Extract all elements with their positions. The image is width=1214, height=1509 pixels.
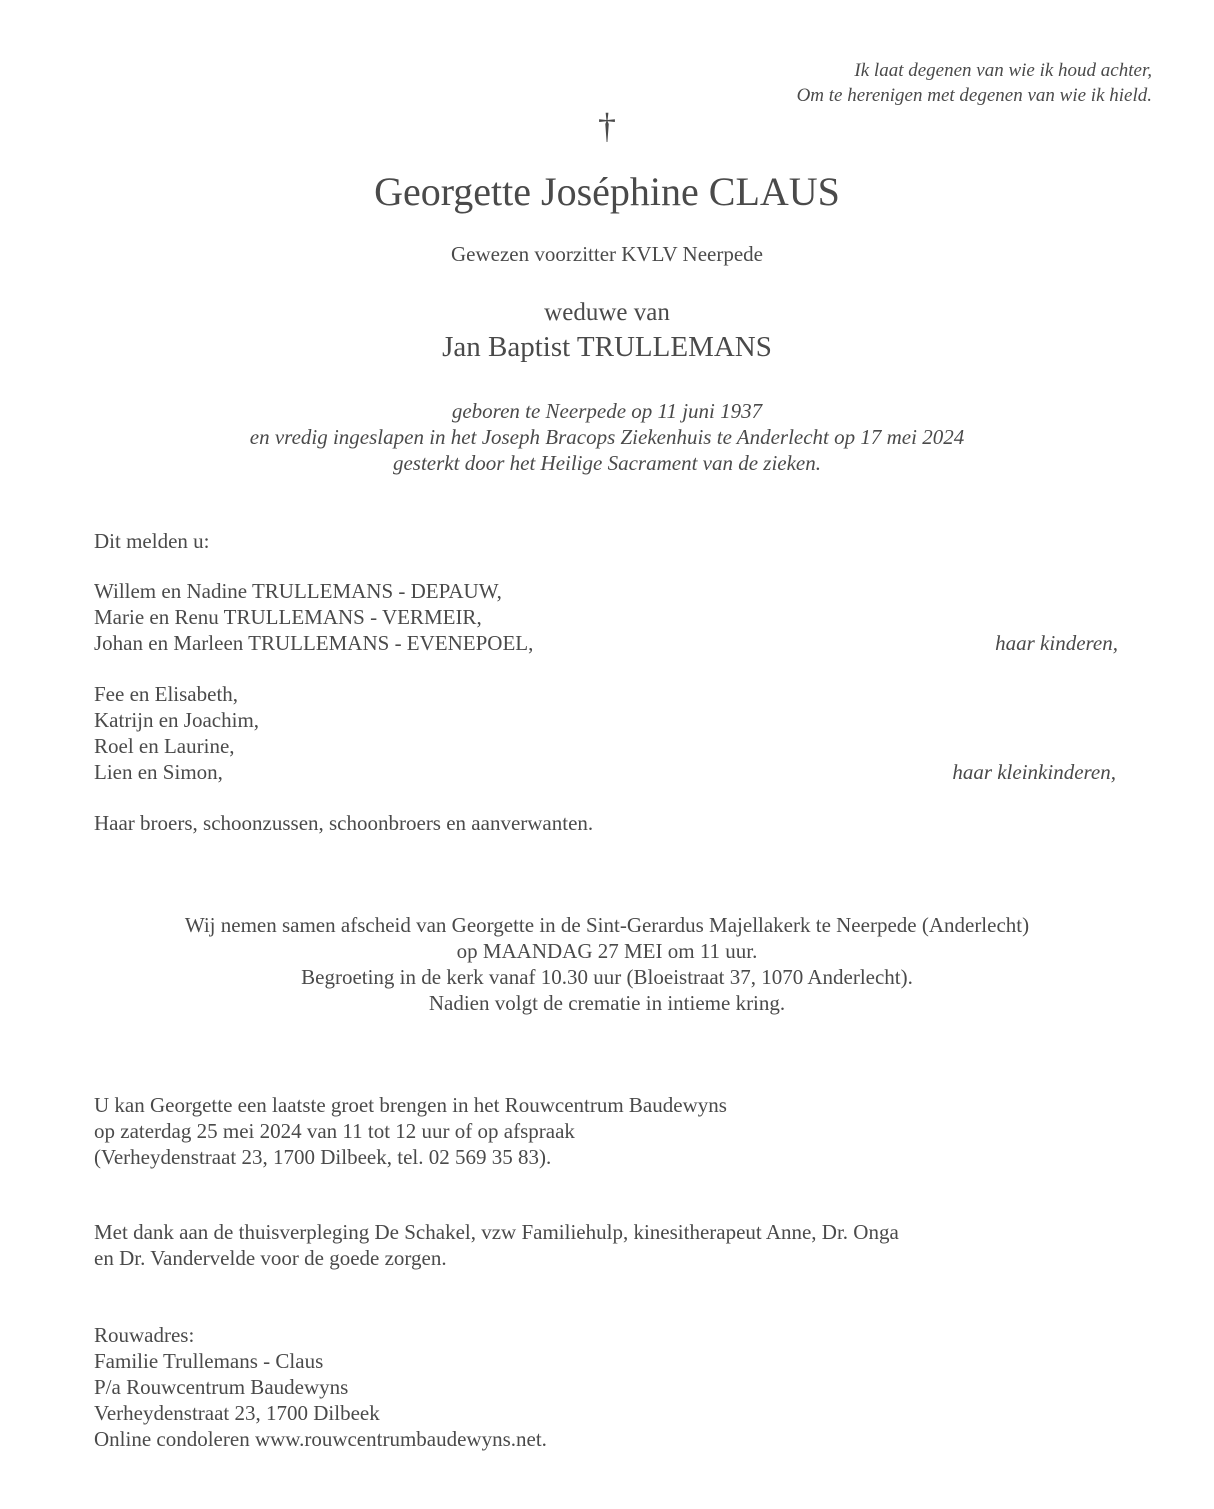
opening-quote (797, 58, 1152, 108)
child-line: Marie en Renu TRULLEMANS - VERMEIR, (94, 605, 482, 629)
ceremony-line-4: Nadien volgt de crematie in intieme kring. (428, 991, 786, 1015)
ceremony-line-2: op MAANDAG 27 MEI om 11 uur. (456, 939, 758, 963)
grandchild-line: Lien en Simon, (94, 760, 223, 784)
grandchildren-relation: haar kleinkinderen, (952, 760, 1116, 784)
grandchild-line: Roel en Laurine, (94, 734, 235, 758)
visit-line-3: (Verheydenstraat 23, 1700 Dilbeek, tel. 02 569 35 83). (94, 1145, 552, 1169)
condolence-line: Online condoleren www.rouwcentrumbaudewyns.net. (94, 1427, 547, 1451)
address-label: Rouwadres: (94, 1323, 195, 1347)
spouse-name: Jan Baptist TRULLEMANS (442, 331, 772, 363)
thanks-line-2: en Dr. Vandervelde voor de goede zorgen. (94, 1246, 447, 1270)
announce-line: Dit melden u: (94, 529, 210, 553)
thanks-line-1: Met dank aan de thuisverpleging De Schakel, vzw Familiehulp, kinesitherapeut Anne, Dr. Onga (94, 1220, 899, 1244)
deceased-role: Gewezen voorzitter KVLV Neerpede (451, 242, 763, 266)
thanks-note (94, 1219, 899, 1271)
visitation-details (94, 1092, 727, 1170)
grandchild-line: Katrijn en Joachim, (94, 708, 260, 732)
address-line-1: Familie Trullemans - Claus (94, 1349, 324, 1373)
address-line-2: P/a Rouwcentrum Baudewyns (94, 1375, 349, 1399)
death-line: en vredig ingeslapen in het Joseph Bracops Ziekenhuis te Anderlecht op 17 mei 2024 (249, 425, 965, 449)
children-relation: haar kinderen, (995, 631, 1118, 655)
child-line: Johan en Marleen TRULLEMANS - EVENEPOEL, (94, 631, 534, 655)
widow-label: weduwe van (544, 299, 670, 326)
grandchild-line: Fee en Elisabeth, (94, 682, 239, 706)
quote-line-1: Ik laat degenen van wie ik houd achter, (854, 60, 1152, 81)
address-line-3: Verheydenstraat 23, 1700 Dilbeek (94, 1401, 380, 1425)
ceremony-details (0, 912, 1214, 1016)
ceremony-line-1: Wij nemen samen afscheid van Georgette in de Sint-Gerardus Majellakerk te Neerpede (Anderlecht) (184, 913, 1030, 937)
ceremony-line-3: Begroeting in de kerk vanaf 10.30 uur (Bloeistraat 37, 1070 Anderlecht). (301, 965, 913, 989)
birth-line: geboren te Neerpede op 11 juni 1937 (451, 399, 763, 423)
cross-icon: † (598, 106, 616, 146)
life-details (0, 398, 1214, 476)
children-list (94, 578, 533, 656)
grandchildren-list (94, 681, 259, 785)
deceased-name: Georgette Joséphine CLAUS (374, 169, 840, 214)
relatives-line: Haar broers, schoonzussen, schoonbroers en aanverwanten. (94, 811, 594, 835)
visit-line-1: U kan Georgette een laatste groet brengen in het Rouwcentrum Baudewyns (94, 1093, 727, 1117)
visit-line-2: op zaterdag 25 mei 2024 van 11 tot 12 uur of op afspraak (94, 1119, 575, 1143)
child-line: Willem en Nadine TRULLEMANS - DEPAUW, (94, 579, 502, 603)
quote-line-2: Om te herenigen met degenen van wie ik hield. (796, 85, 1152, 106)
sacrament-line: gesterkt door het Heilige Sacrament van de zieken. (392, 451, 822, 475)
mourning-address (94, 1322, 547, 1452)
